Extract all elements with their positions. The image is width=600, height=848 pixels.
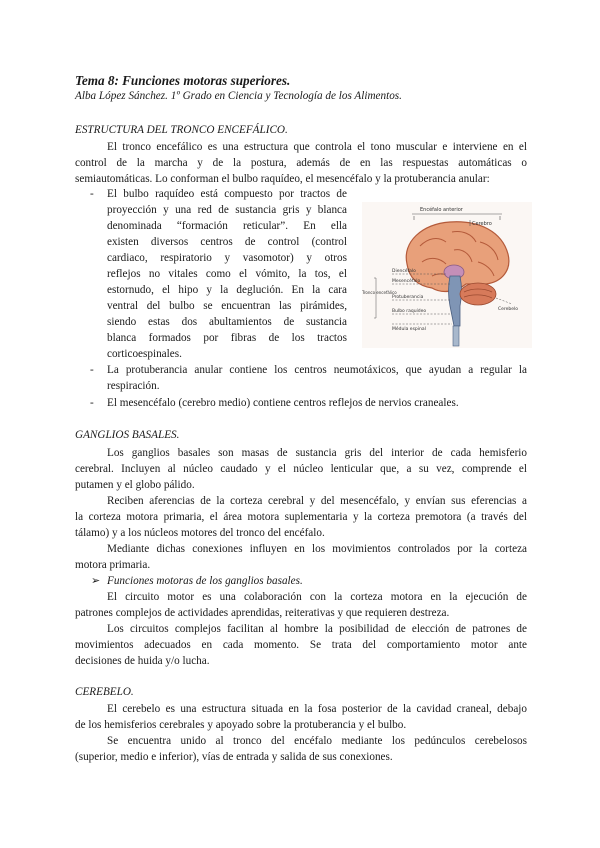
paragraph-line: (superior, medio e inferior), vías de entrada y salida de sus conexiones. bbox=[75, 751, 393, 763]
bullet-line: El bulbo raquídeo está compuesto por tractos de bbox=[107, 188, 347, 200]
paragraph-line: Reciben aferencias de la corteza cerebral y del mesencéfalo, y envían sus eferencias a bbox=[107, 495, 527, 507]
label-diencefalo: Diencéfalo bbox=[392, 269, 416, 274]
paragraph-line: El tronco encefálico es una estructura que controla el tono muscular e interviene en el bbox=[107, 141, 527, 153]
paragraph-line: putamen y el globo pálido. bbox=[75, 479, 195, 491]
label-bulbo: Bulbo raquídeo bbox=[392, 309, 427, 314]
bullet-line: blanca formados por fibras de los tractos bbox=[107, 332, 347, 344]
bullet-line: existen diversos centros de control (control bbox=[107, 236, 347, 248]
paragraph-line: movimientos adecuados en cada momento. Se trata del comportamiento motor ante bbox=[75, 639, 527, 651]
paragraph-line: El circuito motor es una colaboración con la corteza motora en la ejecución de bbox=[107, 591, 527, 603]
paragraph-line: Se encuentra unido al tronco del encéfalo mediante los pedúnculos cerebelosos bbox=[107, 735, 527, 747]
label-tronco-encefalico: Tronco encefálico bbox=[362, 290, 397, 295]
paragraph-line: patrones complejos de actividades aprendidas, reiterativas y que requieren destreza. bbox=[75, 607, 450, 619]
paragraph-line: motora primaria. bbox=[75, 559, 151, 571]
bullet-line: proyección y una red de sustancia gris y blanca bbox=[107, 204, 347, 216]
paragraph-line: decisiones de huida y/o lucha. bbox=[75, 655, 210, 667]
bullet-line: cardiaco, respiratorio y vasomotor) y otros bbox=[107, 252, 347, 264]
bullet-line: corticoespinales. bbox=[107, 348, 182, 360]
bullet-line: estornudo, el hipo y la deglución. En la cara bbox=[107, 284, 347, 296]
document-title: Tema 8: Funciones motoras superiores. bbox=[75, 73, 291, 88]
label-medula: Médula espinal bbox=[392, 327, 426, 332]
label-cerebelo: Cerebelo bbox=[498, 307, 519, 312]
bullet-line: siendo estas dos abultamientos de sustancia bbox=[107, 316, 347, 328]
paragraph-line: de los hemisferios cerebrales y apoyado sobre la protuberancia y el bulbo. bbox=[75, 719, 407, 731]
paragraph-line: la corteza motora primaria, el área motora suplementaria y la corteza premotora (a través del bbox=[75, 511, 527, 523]
bullet-line: La protuberancia anular contiene los centros neumotáxicos, que ayudan a regular la bbox=[107, 364, 527, 376]
bullet-line: denominada “formación reticular”. En ella bbox=[107, 220, 347, 232]
paragraph-line: cerebral. Incluyen al núcleo caudado y el núcleo lenticular que, a su vez, comprende el bbox=[75, 463, 527, 475]
brain-illustration-icon bbox=[362, 202, 532, 348]
paragraph-line: tálamo) y a los núcleos motores del tronco del encéfalo. bbox=[75, 527, 325, 539]
subsection-heading: Funciones motoras de los ganglios basales. bbox=[107, 575, 303, 587]
paragraph-line: El cerebelo es una estructura situada en la fosa posterior de la cavidad craneal, debajo bbox=[107, 703, 527, 715]
bullet-dash: - bbox=[90, 397, 94, 409]
paragraph-line: Los circuitos complejos facilitan al hombre la posibilidad de elección de patrones de bbox=[107, 623, 527, 635]
bullet-line: reflejos no vitales como el vómito, la tos, el bbox=[107, 268, 347, 280]
bullet-line: El mesencéfalo (cerebro medio) contiene centros reflejos de nervios craneales. bbox=[107, 397, 459, 409]
section-heading-tronco: ESTRUCTURA DEL TRONCO ENCEFÁLICO. bbox=[75, 124, 288, 136]
paragraph-line: Los ganglios basales son masas de sustancia gris del interior de cada hemisferio bbox=[107, 447, 527, 459]
paragraph-line: control de la marcha y de la postura, además de en las respuestas automáticas o bbox=[75, 157, 527, 169]
section-heading-ganglios: GANGLIOS BASALES. bbox=[75, 429, 180, 441]
brain-diagram bbox=[362, 202, 532, 348]
section-heading-cerebelo: CEREBELO. bbox=[75, 686, 134, 698]
document-subtitle: Alba López Sánchez. 1º Grado en Ciencia y Tecnología de los Alimentos. bbox=[75, 90, 402, 102]
arrow-bullet-icon: ➢ bbox=[91, 575, 101, 587]
bullet-line: respiración. bbox=[107, 380, 160, 392]
paragraph-line: Mediante dichas conexiones influyen en los movimientos controlados por la corteza bbox=[107, 543, 527, 555]
paragraph-line: semiautomáticas. Lo conforman el bulbo raquídeo, el mesencéfalo y la protuberancia anular: bbox=[75, 173, 490, 185]
bullet-dash: - bbox=[90, 188, 94, 200]
label-cerebro: Cerebro bbox=[472, 221, 492, 227]
bullet-dash: - bbox=[90, 364, 94, 376]
label-protuberancia: Protuberancia bbox=[392, 295, 424, 300]
label-mesencefalo: Mesencéfalo bbox=[392, 279, 421, 284]
label-encefalo-anterior: Encéfalo anterior bbox=[420, 207, 463, 213]
bullet-line: ventral del bulbo se encuentran las pirámides, bbox=[107, 300, 347, 312]
